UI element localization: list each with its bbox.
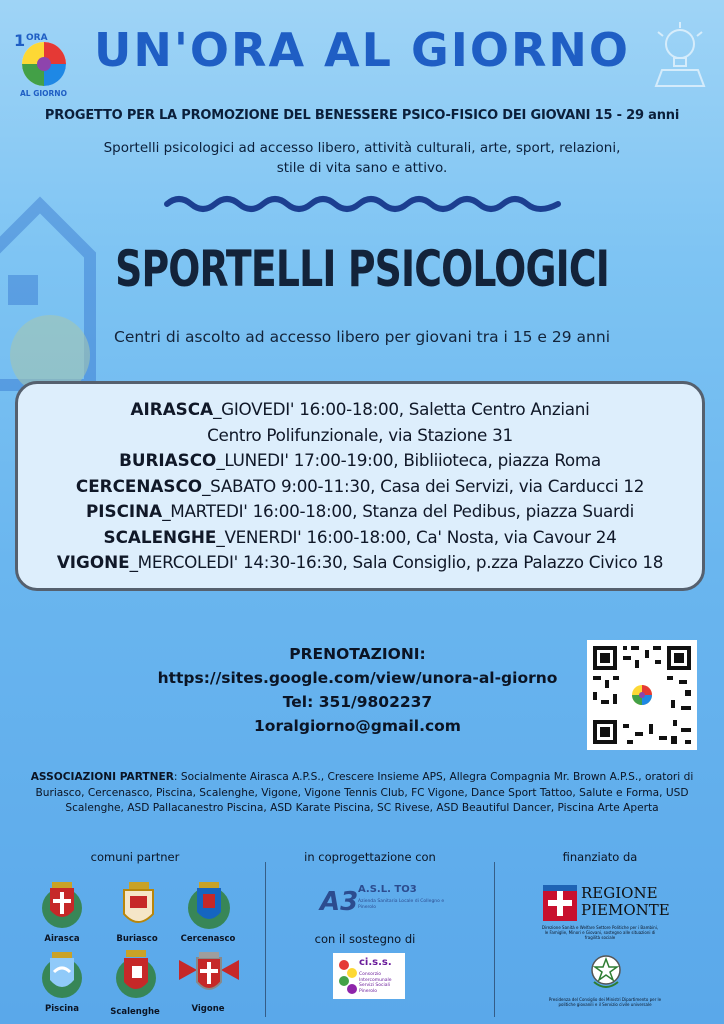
wave-divider	[165, 192, 560, 216]
schedule-details: Centro Polifunzionale, via Stazione 31	[207, 424, 513, 445]
ciss-subtitle: Consorzio Intercomunale Servizi Sociali Pinerolo	[359, 972, 392, 994]
finanziato-label: finanziato da	[562, 850, 638, 864]
schedule-details: _LUNEDI' 17:00-19:00, Bibliioteca, piazza Roma	[216, 450, 601, 470]
schedule-box	[15, 381, 705, 591]
regione-flag-icon	[543, 885, 577, 921]
schedule-row	[24, 448, 696, 474]
section-heading: SPORTELLI PSICOLOGICI	[115, 240, 609, 298]
schedule-row	[24, 550, 696, 576]
schedule-details: _MARTEDI' 16:00-18:00, Stanza del Pedibus, piazza Suardi	[162, 501, 635, 521]
governo-note: Presidenza del Consiglio dei Ministri Dipartimento per le politiche giovanili e il Servizio civile universale	[548, 997, 662, 1007]
page-title: UN'ORA AL GIORNO	[93, 23, 630, 77]
comune-name: Cercenasco	[180, 934, 236, 944]
comune-name: Airasca	[44, 934, 80, 944]
svg-text:1: 1	[14, 31, 26, 50]
schedule-details: _GIOVEDI' 16:00-18:00, Saletta Centro Anziani	[213, 399, 590, 419]
comune-name: Vigone	[191, 1004, 225, 1014]
sostegno-label: con il sostegno di	[314, 932, 416, 946]
comune-name: Buriasco	[116, 934, 158, 944]
regione-note: Direzione Sanità e Welfare Settore Politiche per i Bambini, le Famiglie, Minori e Giovani, sostegno alle situazioni di fragilità sociale	[541, 925, 659, 940]
booking-label: PRENOTAZIONI:	[289, 645, 426, 663]
schedule-row	[24, 423, 696, 449]
schedule-row	[24, 499, 696, 525]
schedule-town: AIRASCA	[130, 399, 214, 419]
partners-label: ASSOCIAZIONI PARTNER	[30, 771, 174, 783]
schedule-row	[24, 525, 696, 551]
asl-mark-icon	[318, 882, 359, 917]
regione-line1: REGIONE	[581, 884, 658, 902]
ciss-logo	[333, 953, 405, 999]
schedule-details: _MERCOLEDI' 14:30-16:30, Sala Consiglio, p.zza Palazzo Civico 18	[129, 552, 664, 572]
booking-url-link[interactable]: https://sites.google.com/view/unora-al-giorno	[157, 669, 558, 687]
svg-text:ORA: ORA	[26, 33, 48, 43]
schedule-town: VIGONE	[56, 552, 130, 572]
italian-republic-emblem-icon	[588, 952, 624, 992]
project-subtitle: PROGETTO PER LA PROMOZIONE DEL BENESSERE PSICO-FISICO DEI GIOVANI 15 - 29 anni	[44, 108, 680, 123]
booking-email-link[interactable]: 1oralgiorno@gmail.com	[254, 717, 461, 735]
scalenghe-crest-icon	[114, 948, 159, 1004]
schedule-row	[24, 474, 696, 500]
coprogettazione-label: in coprogettazione con	[304, 850, 436, 864]
schedule-town: PISCINA	[85, 501, 163, 521]
partners-list: : Socialmente Airasca A.P.S., Crescere Insieme APS, Allegra Compagnia Mr. Brown A.P.S., oratori di Buriasco, Cercenasco, Piscina, Scalenghe, Vigone, Vigone Tennis Club, FC Vigone, Dance Sport Tattoo, Salute e Forma, USD Scalenghe, ASD Pallacanestro Piscina, ASD Karate Piscina, SC Rivese, ASD Beautiful Dancer, Piscina Arte Aperta	[35, 771, 694, 814]
buriasco-crest-icon	[116, 880, 161, 932]
booking-block	[120, 642, 595, 738]
regione-line2: PIEMONTE	[581, 901, 670, 919]
asl-subtitle: Azienda Sanitaria Locale di Collegno e Pinerolo	[358, 899, 445, 910]
comune-name: Scalenghe	[110, 1007, 160, 1017]
footer-divider	[494, 862, 495, 1017]
comuni-label: comuni partner	[90, 850, 180, 864]
schedule-row	[24, 397, 696, 423]
booking-phone: Tel: 351/9802237	[282, 693, 433, 711]
cercenasco-crest-icon	[185, 880, 233, 932]
svg-text:AL GIORNO: AL GIORNO	[20, 89, 67, 98]
asl-to3-logo	[318, 882, 448, 916]
schedule-details: _VENERDI' 16:00-18:00, Ca' Nosta, via Cavour 24	[216, 526, 617, 547]
svg-text:A3: A3	[320, 887, 359, 917]
comune-name: Piscina	[45, 1004, 79, 1014]
schedule-town: CERCENASCO	[75, 475, 203, 496]
section-tagline: Centri di ascolto ad accesso libero per giovani tra i 15 e 29 anni	[114, 328, 610, 346]
schedule-town: BURIASCO	[119, 450, 217, 470]
airasca-crest-icon	[40, 880, 85, 932]
asl-name: A.S.L. TO3	[358, 884, 417, 895]
schedule-details: _SABATO 9:00-11:30, Casa dei Servizi, via Carducci 12	[202, 475, 645, 496]
piscina-crest-icon	[40, 950, 85, 1002]
schedule-town: SCALENGHE	[103, 526, 217, 547]
regione-piemonte-logo	[543, 884, 670, 923]
partner-associations	[30, 770, 694, 817]
ciss-name: ci.s.s.	[359, 957, 392, 968]
ciss-dots-icon	[336, 957, 360, 995]
qr-code[interactable]	[587, 640, 697, 750]
intro-text: Sportelli psicologici ad accesso libero, attività culturali, arte, sport, relazioni, stile di vita sano e attivo.	[103, 140, 621, 176]
footer-divider	[265, 862, 266, 1017]
vigone-crest-icon	[175, 950, 243, 1002]
